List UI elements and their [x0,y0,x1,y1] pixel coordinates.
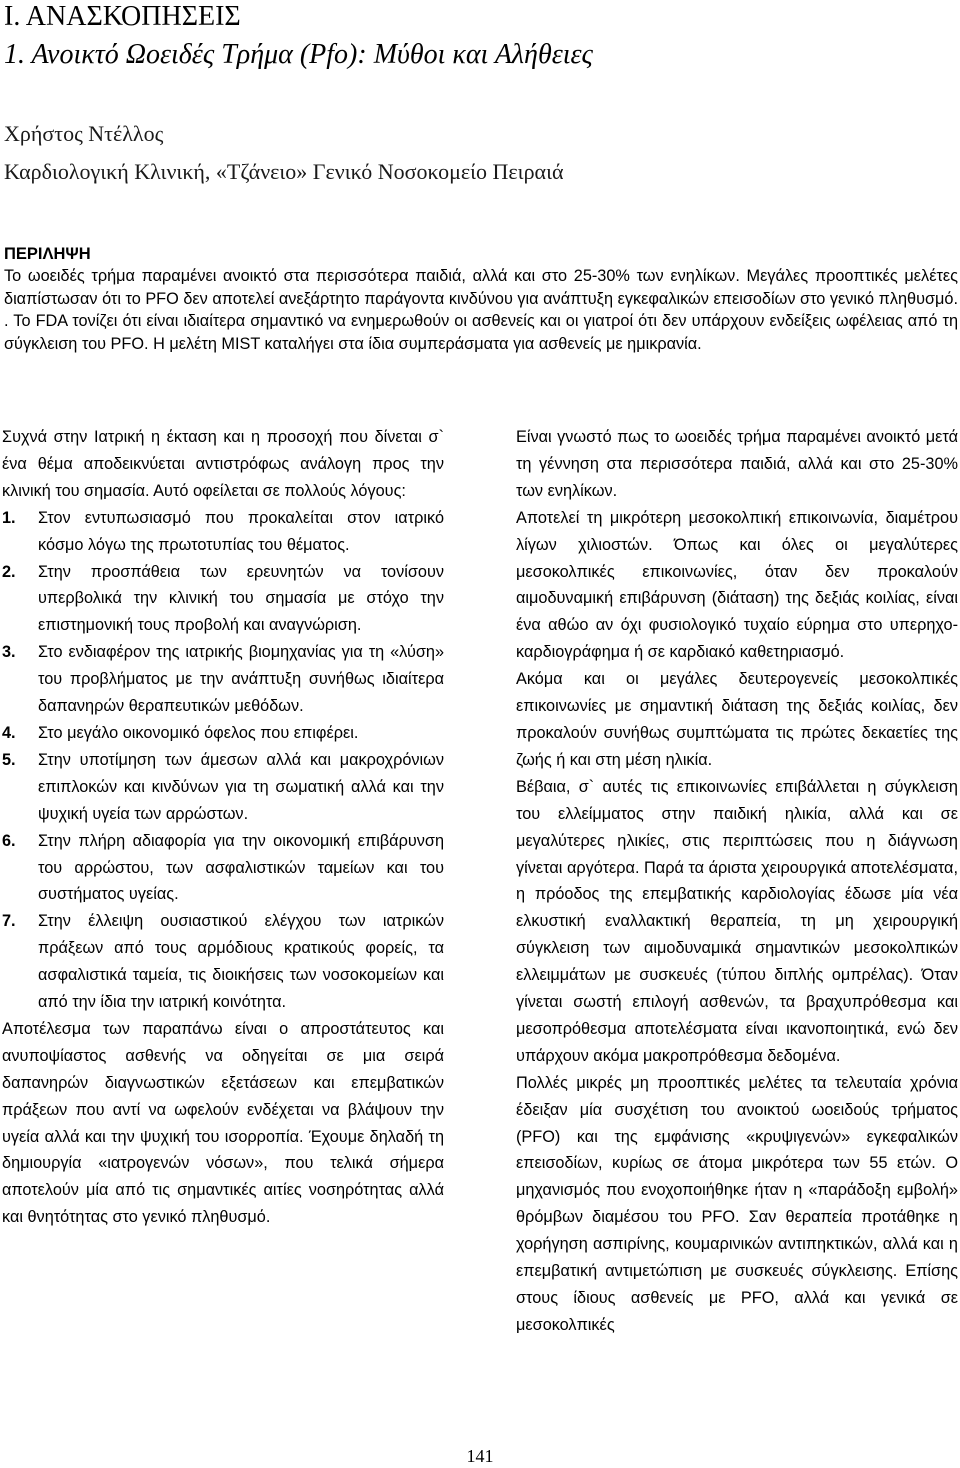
section-title: Ι. ΑΝΑΣΚΟΠΗΣΕΙΣ [4,1,241,32]
intro-paragraph: Συχνά στην Ιατρική η έκταση και η προσοχή που δίνεται σ` ένα θέμα αποδεικνύεται αντιστρόφως ανάλογη προς την κλινική του σημασία. Αυτό οφείλεται σε πολλούς λόγους: [2,428,444,500]
body-paragraph: Βέβαια, σ` αυτές τις επικοινωνίες επιβάλλεται η σύγκλειση του ελλείμματος στην παιδική ηλικία, αλλά και σε μεγαλύτερες ηλικίες, στις περιπτώσεις που η διάγνωση γίνεται αργότερα. Παρά τα άριστα χειρουργικά αποτελέσματα, η πρόοδος της επεμβατικής καρδιολογίας έδωσε μία νέα ελκυστική εναλλακτική θεραπεία, τη μη χειρουργική σύγκλειση των αιμοδυναμικά σημαντικών μεσοκολπικών ελλειμμάτων με συσκευές (τύπου διπλής ομπρέλας). Όταν γίνεται σωστή επιλογή ασθενών, τα βραχυπρόθεσμα και μεσοπρόθεσμα αποτελέσματα είναι ικανοποιητικά, ενώ δεν υπάρχουν ακόμα μακροπρόθεσμα δεδομένα. [516,777,958,1065]
list-item [2,720,444,747]
list-item-number: 5. [2,750,16,769]
page-number: 141 [466,1446,494,1466]
author-affiliation: Καρδιολογική Κλινική, «Τζάνειο» Γενικό Νοσοκομείο Πειραιά [4,159,564,184]
list-item-number: 2. [2,562,16,581]
list-item [2,908,444,1016]
right-column [516,424,958,1339]
body-paragraph: Πολλές μικρές μη προοπτικές μελέτες τα τελευταία χρόνια έδειξαν μία συσχέτιση του ανοικτού ωοειδούς τρήματος (PFO) και της εμφάνισης «κρυψιγενών» εγκεφαλικών επεισοδίων, κυρίως σε άτομα μικρότερα των 55 ετών. Ο μηχανισμός που ενοχοποιήθηκε ήταν η «παράδοξη εμβολή» θρόμβων διαμέσου του PFO. Σαν θεραπεία προτάθηκε η χορήγηση ασπιρίνης, κουμαρινικών αντιπηκτικών, αλλά και η επεμβατική αντιμετώπιση με συσκευές σύγκλεισης. Επίσης στους ίδιους ασθενείς με PFO, αλλά και γενικά σε μεσοκολπικές [516,1073,958,1334]
article-title: 1. Ανοικτό Ωοειδές Τρήμα (Pfo): Μύθοι και Αλήθειες [4,39,593,70]
left-column [2,424,444,1231]
conclusion-paragraph: Αποτέλεσμα των παραπάνω είναι ο απροστάτευτος και ανυποψίαστος ασθενής να οδηγείται σε μια σειρά δαπανηρών διαγνωστικών εξετάσεων και επεμβατικών πράξεων που αντί να ωφελούν ενδέχεται να βλάψουν την υγεία αλλά και την ψυχική του ισορροπία. Έχουμε δηλαδή τη δημιουργία «ιατρογενών νόσων», που τελικά σήμερα αποτελούν μία από τις σημαντικές αιτίες νοσηρότητας αλλά και θνητότητας στο γενικό πληθυσμό. [2,1019,444,1227]
body-paragraph: Αποτελεί τη μικρότερη μεσοκολπική επικοινωνία, διαμέτρου λίγων χιλιοστών. Όπως και όλες οι μεγαλύτερες μεσοκολπικές επικοινωνίες, όταν δεν προκαλούν αιμοδυναμική επιβάρυνση (διάταση) της δεξιάς κοιλίας, είναι ένα αθώο αν όχι φυσιολογικό τυχαίο εύρημα στο υπερηχο-καρδιογράφημα ή σε καρδιακό καθετηριασμό. [516,508,958,662]
list-item-text: Στην πλήρη αδιαφορία για την οικονομική επιβάρυνση του αρρώστου, των ασφαλιστικών ταμείων και του συστήματος υγείας. [38,831,444,904]
list-item-number: 4. [2,723,16,742]
abstract [4,243,958,355]
reasons-list [2,505,444,1016]
body-paragraph: Ακόμα και οι μεγάλες δευτερογενείς μεσοκολπικές επικοινωνίες με σημαντική διάταση της δεξιάς κοιλίας, δεν προκαλούν συνήθως συμπτώματα τις πρώτες δεκαετίες της ζωής ή και στη μέση ηλικία. [516,670,958,769]
abstract-body: Το ωοειδές τρήμα παραμένει ανοικτό στα περισσότερα παιδιά, αλλά και στο 25-30% των ενηλίκων. Μεγάλες προοπτικές μελέτες διαπίστωσαν ότι το PFO δεν αποτελεί ανεξάρτητο παράγοντα κινδύνου για ανάπτυξη εγκεφαλικών επεισοδίων στο γενικό πληθυσμό. . Το FDA τονίζει ότι είναι ιδιαίτερα σημαντικό να ενημερωθούν οι ασθενείς και οι γιατροί ότι δεν υπάρχουν ενδείξεις ωφέλειας από τη σύγκλειση του PFO. Η μελέτη MIST καταλήγει στα ίδια συμπεράσματα για ασθενείς με ημικρανία. [4,267,958,353]
list-item-text: Στο μεγάλο οικονομικό όφελος που επιφέρει. [38,723,359,742]
list-item [2,639,444,720]
list-item-text: Στην έλλειψη ουσιαστικού ελέγχου των ιατρικών πράξεων από τους αρμόδιους κρατικούς φορείς, τα ασφαλιστικά ταμεία, τις διοικήσεις των νοσοκομείων και από την ίδια την ιατρική κοινότητα. [38,912,444,1012]
abstract-heading: ΠΕΡΙΛΗΨΗ [4,245,91,263]
list-item [2,747,444,828]
list-item-text: Στην προσπάθεια των ερευνητών να τονίσουν υπερβολικά την κλινική του σημασία με στόχο την επιστημονική τους προβολή και αναγνώριση. [38,562,444,635]
list-item-text: Στον εντυπωσιασμό που προκαλείται στον ιατρικό κόσμο λόγω της πρωτοτυπίας του θέματος. [38,508,444,554]
list-item [2,828,444,909]
list-item-number: 7. [2,912,16,931]
body-paragraph: Είναι γνωστό πως το ωοειδές τρήμα παραμένει ανοικτό μετά τη γέννηση στα περισσότερα παιδιά, αλλά και στο 25-30% των ενηλίκων. [516,428,958,500]
list-item [2,505,444,559]
list-item-text: Στην υποτίμηση των άμεσων αλλά και μακροχρόνιων επιπλοκών και κινδύνων για τη σωματική αλλά και την ψυχική υγεία των αρρώστων. [38,750,444,823]
list-item-text: Στο ενδιαφέρον της ιατρικής βιομηχανίας για τη «λύση» του προβλήματος με την ανάπτυξη συνήθως ιδιαίτερα δαπανηρών θεραπευτικών μεθόδων. [38,643,444,716]
list-item-number: 1. [2,508,16,527]
list-item-number: 3. [2,643,16,662]
list-item-number: 6. [2,831,16,850]
author-name: Χρήστος Ντέλλος [4,121,164,146]
list-item [2,559,444,640]
